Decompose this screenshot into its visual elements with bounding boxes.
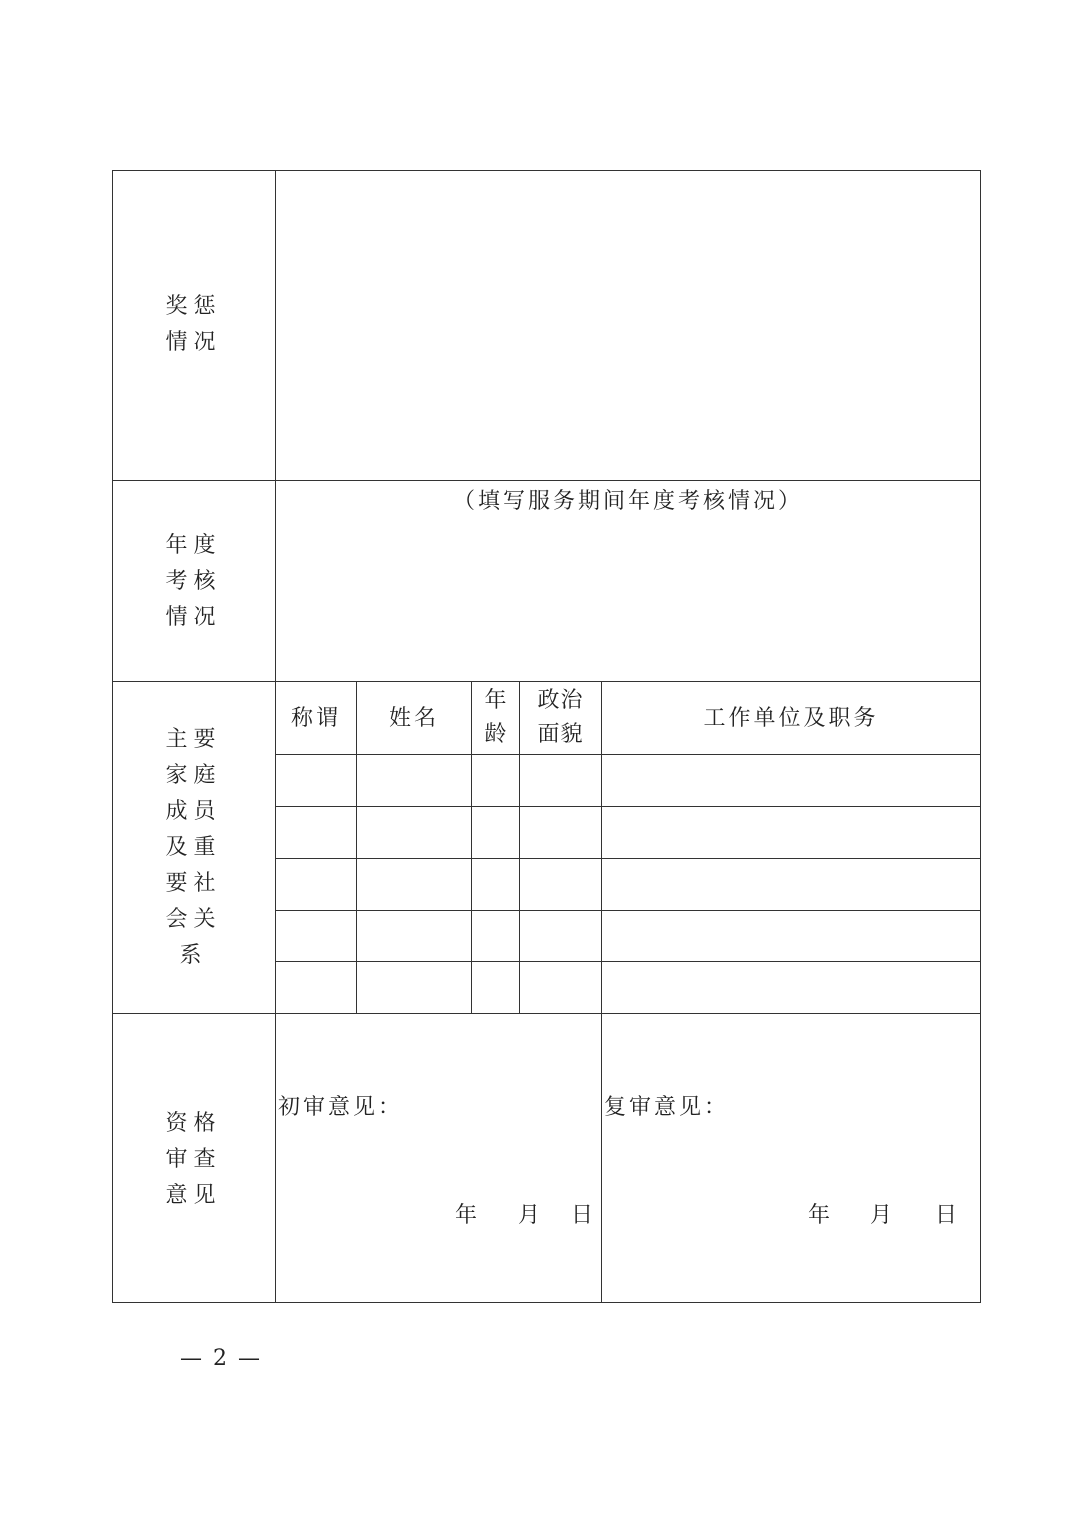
annual-label-line: 年度 (165, 533, 222, 558)
table-border-bottom (112, 1302, 981, 1303)
family-label-line: 家庭 (165, 763, 222, 788)
initial-review-year: 年 (455, 1203, 481, 1228)
rewards-label-line: 情况 (165, 330, 222, 355)
table-row[interactable] (276, 859, 980, 910)
initial-review-month: 月 (518, 1203, 544, 1228)
initial-review-label: 初审意见： (278, 1095, 404, 1120)
family-label-line: 会关 (165, 907, 222, 932)
table-row[interactable] (276, 911, 980, 961)
table-border-top (112, 170, 981, 171)
header-name: 姓名 (388, 706, 439, 731)
header-work-unit: 工作单位及职务 (703, 706, 879, 731)
rewards-label-line: 奖惩 (165, 294, 222, 319)
initial-review-day: 日 (571, 1203, 597, 1228)
header-age-line: 龄 (484, 722, 507, 747)
header-political-line: 面貌 (537, 722, 584, 747)
family-label-line: 主要 (165, 727, 222, 752)
table-row[interactable] (276, 755, 980, 806)
family-label-line: 要社 (165, 871, 222, 896)
header-age (472, 684, 519, 752)
table-border-right (980, 170, 981, 1303)
family-label-line: 及重 (165, 835, 222, 860)
family-label-line: 成员 (165, 799, 222, 824)
header-age-line: 年 (484, 688, 507, 713)
section-divider (112, 681, 981, 682)
page-number: — 2 — (180, 1346, 262, 1371)
header-political-line: 政治 (537, 688, 584, 713)
second-review-label: 复审意见： (604, 1095, 730, 1120)
table-row[interactable] (276, 807, 980, 858)
header-political-status (520, 684, 601, 752)
annual-label-line: 考核 (165, 569, 222, 594)
review-label-line: 意见 (165, 1183, 222, 1208)
review-label-line: 审查 (165, 1147, 222, 1172)
second-review-month: 月 (870, 1203, 896, 1228)
annual-assessment-label (112, 528, 275, 636)
section-divider (112, 1013, 981, 1014)
annual-assessment-hint: （填写服务期间年度考核情况） (452, 489, 803, 514)
annual-label-line: 情况 (165, 605, 222, 630)
second-review-day: 日 (935, 1203, 961, 1228)
second-review-year: 年 (808, 1203, 834, 1228)
family-label-line: 系 (179, 943, 208, 968)
header-title: 称谓 (290, 706, 341, 731)
family-relations-label (112, 722, 275, 974)
review-label-line: 资格 (165, 1111, 222, 1136)
table-row[interactable] (276, 962, 980, 1013)
section-divider (112, 480, 981, 481)
review-divider (601, 1013, 602, 1303)
qualification-review-label (112, 1106, 275, 1214)
rewards-label (112, 289, 275, 361)
